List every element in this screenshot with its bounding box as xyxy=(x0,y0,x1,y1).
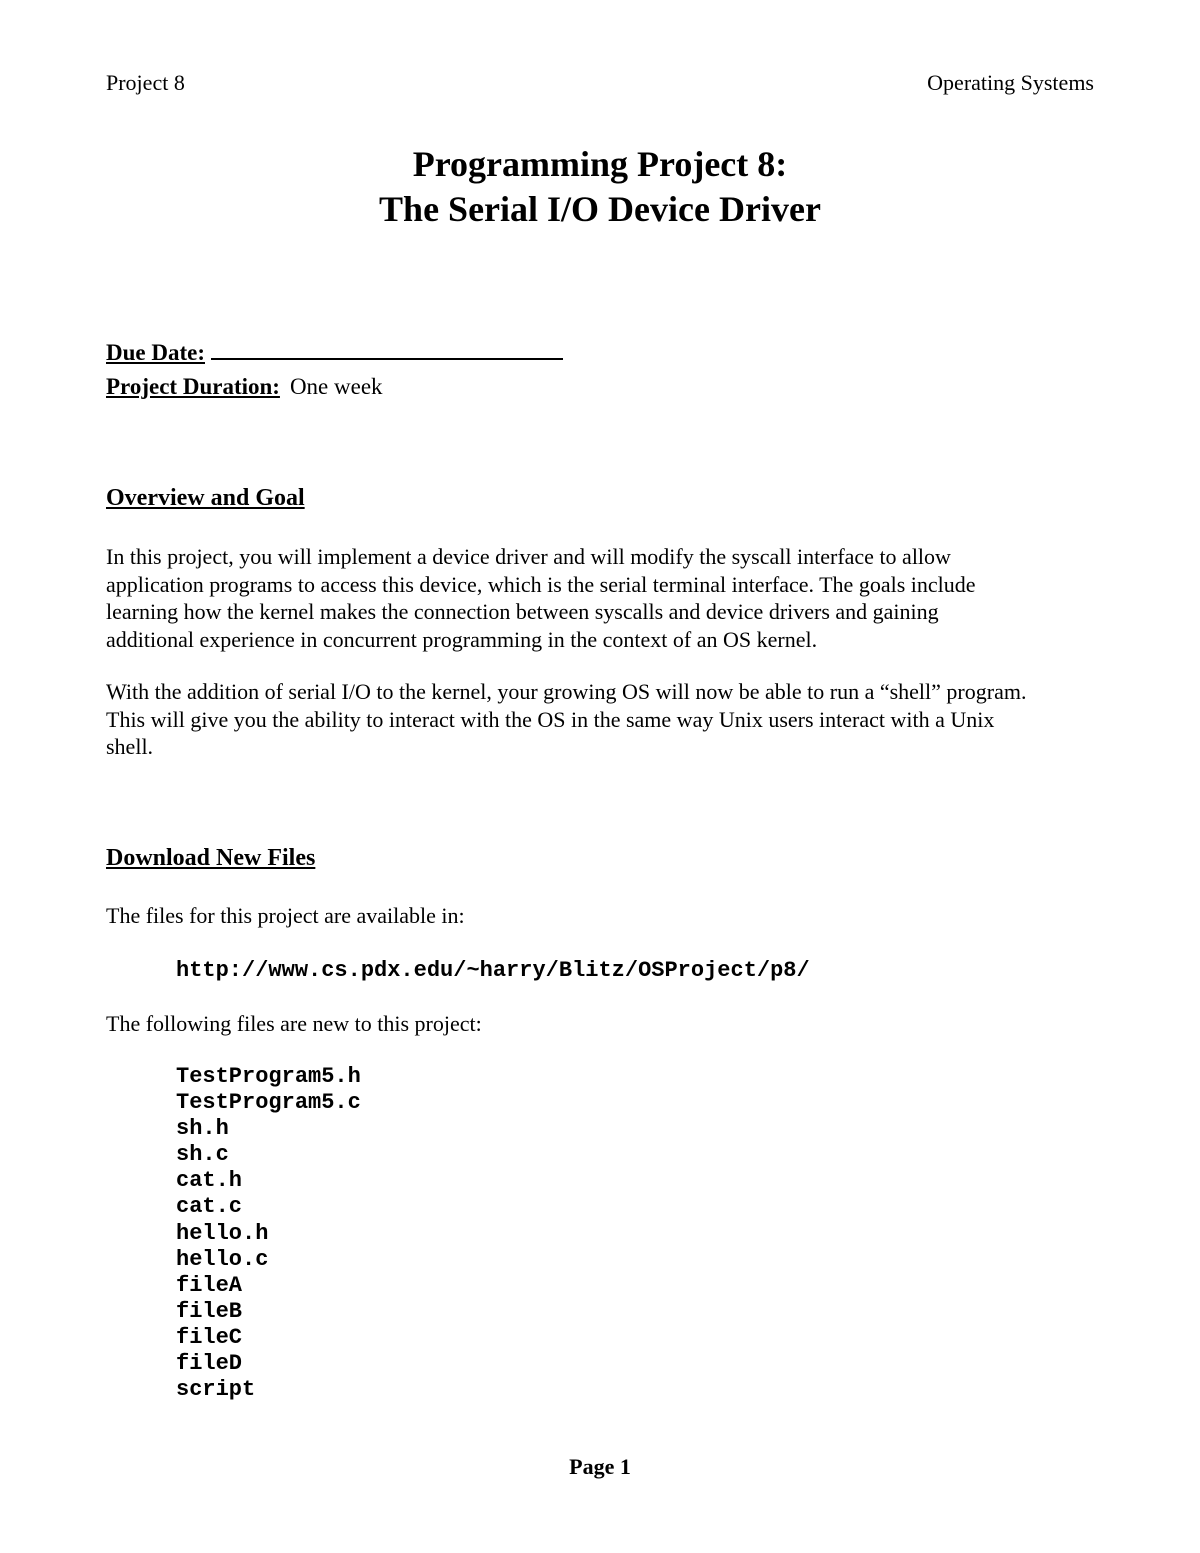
duration-row xyxy=(106,374,383,400)
due-date-label: Due Date: xyxy=(106,340,205,365)
overview-paragraph-1 xyxy=(106,543,1106,653)
download-url[interactable]: http://www.cs.pdx.edu/~harry/Blitz/OSProject/p8/ xyxy=(176,958,810,983)
header-course-label: Operating Systems xyxy=(927,70,1094,95)
document-title xyxy=(0,142,1200,232)
text-line: This will give you the ability to interact with the OS in the same way Unix users interact with a Unix xyxy=(106,706,995,732)
text-line: application programs to access this device, which is the serial terminal interface. The goals include xyxy=(106,571,976,597)
file-item: hello.c xyxy=(176,1246,269,1272)
text-line: With the addition of serial I/O to the kernel, your growing OS will now be able to run a “shell” program. xyxy=(106,679,1027,704)
header-project-label: Project 8 xyxy=(106,70,185,95)
file-item: hello.h xyxy=(176,1220,269,1246)
text-line: additional experience in concurrent programming in the context of an OS kernel. xyxy=(106,626,818,652)
title-line-2: The Serial I/O Device Driver xyxy=(379,189,821,229)
file-item: cat.c xyxy=(176,1194,243,1220)
new-files-list xyxy=(176,1064,361,1403)
due-date-row xyxy=(106,340,563,366)
duration-label: Project Duration: xyxy=(106,374,280,399)
due-date-blank xyxy=(211,357,563,360)
file-item: TestProgram5.h xyxy=(176,1064,361,1089)
page-number: Page 1 xyxy=(569,1454,631,1479)
page-header xyxy=(106,70,1094,98)
overview-paragraph-2 xyxy=(106,678,1106,761)
text-line: In this project, you will implement a device driver and will modify the syscall interface to allow xyxy=(106,544,951,569)
duration-value: One week xyxy=(289,374,383,399)
file-item: fileC xyxy=(176,1324,243,1350)
file-item: fileB xyxy=(176,1298,243,1324)
text-line: shell. xyxy=(106,734,154,759)
title-line-1: Programming Project 8: xyxy=(412,144,788,184)
file-item: fileA xyxy=(176,1272,243,1298)
download-heading: Download New Files xyxy=(106,845,316,871)
file-item: fileD xyxy=(176,1351,243,1377)
download-intro: The files for this project are available in: xyxy=(106,903,465,928)
file-item: TestProgram5.c xyxy=(176,1090,361,1116)
file-item: sh.h xyxy=(176,1116,229,1142)
new-files-intro: The following files are new to this project: xyxy=(106,1011,482,1036)
text-line: learning how the kernel makes the connection between syscalls and device drivers and gaining xyxy=(106,599,939,624)
overview-heading: Overview and Goal xyxy=(106,485,305,511)
file-item: sh.c xyxy=(176,1142,229,1168)
file-item: cat.h xyxy=(176,1168,243,1194)
file-item: script xyxy=(176,1377,256,1403)
